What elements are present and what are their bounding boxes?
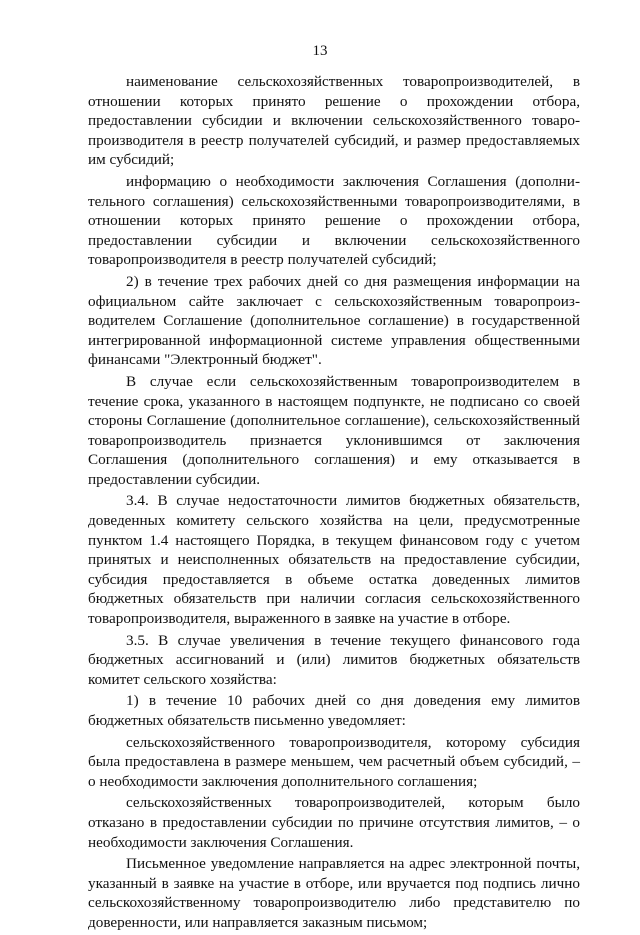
paragraph-section-3-5: 3.5. В случае увеличения в течение текущего финансового года бюджетных ассигнований и (или) лимитов бюджетных обязательств комитет сельского хозяйства: [88,631,580,688]
paragraph-notification-term: 1) в течение 10 рабочих дней со дня доведения ему лимитов бюджетных обязательств письменно уведомляет: [88,692,580,729]
paragraph-evasion-case: В случае если сельскохозяйственным товаропроизводителем в течение срока, указанного в настоящем подпункте, не подписано со своей стороны Соглашение (дополнительное соглашение), сельскохозяйственный товаропроизводитель признается уклонившимся от заключения Соглашения (дополнительного соглашения) и ему отказывается в предоставлении субсидии. [88,372,580,488]
paragraph-agreement-notice: информацию о необходимости заключения Соглашения (дополнительного соглашения) сельскохозяйственными товаропроизводителями, в отношении которых принято решение о прохождении отбора, предоставлении субсидии и включении сельскохозяйственного товаропроизводителя в реестр получателей субсидий; [88,172,580,269]
paragraph-notify-reduced-subsidy: сельскохозяйственного товаропроизводителя, которому субсидия была предоставлена в размере меньшем, чем расчетный объем субсидий, – о необходимости заключения дополнительного соглашения; [88,733,580,790]
paragraph-agreement-conclusion: 2) в течение трех рабочих дней со дня размещения информации на официальном сайте заключает с сельскохозяйственным товаропроизводителем Соглашение (дополнительное соглашение) в государственной интегрированной информационной системе управления общественными финансами "Электронный бюджет". [88,272,580,369]
document-body [88,72,580,935]
paragraph-recipients-list: наименование сельскохозяйственных товаропроизводителей, в отношении которых принято решение о прохождении отбора, предоставлении субсидии и включении сельскохозяйственного товаропроизводителя в реестр получателей субсидий, и размер предоставляемых им субсидий; [88,73,580,169]
paragraph-delivery-method: Письменное уведомление направляется на адрес электронной почты, указанный в заявке на участие в отборе, или вручается под подпись лично сельскохозяйственному товаропроизводителю либо представителю по доверенности, или направляется заказным письмом; [88,855,580,931]
paragraph-notify-refused: сельскохозяйственных товаропроизводителей, которым было отказано в предоставлении субсидии по причине отсутствия лимитов, – о необходимости заключения Соглашения. [88,794,580,851]
paragraph-section-3-4: 3.4. В случае недостаточности лимитов бюджетных обязательств, доведенных комитету сельского хозяйства на цели, предусмотренные пунктом 1.4 настоящего Порядка, в текущем финансовом году с учетом принятых и неисполненных обязательств на предоставление субсидии, субсидия предоставляется в объеме остатка доведенных лимитов бюджетных обязательств при наличии согласия сельскохозяйственного товаропроизводителя, выраженного в заявке на участие в отборе. [88,492,580,628]
page-number: 13 [312,43,328,59]
